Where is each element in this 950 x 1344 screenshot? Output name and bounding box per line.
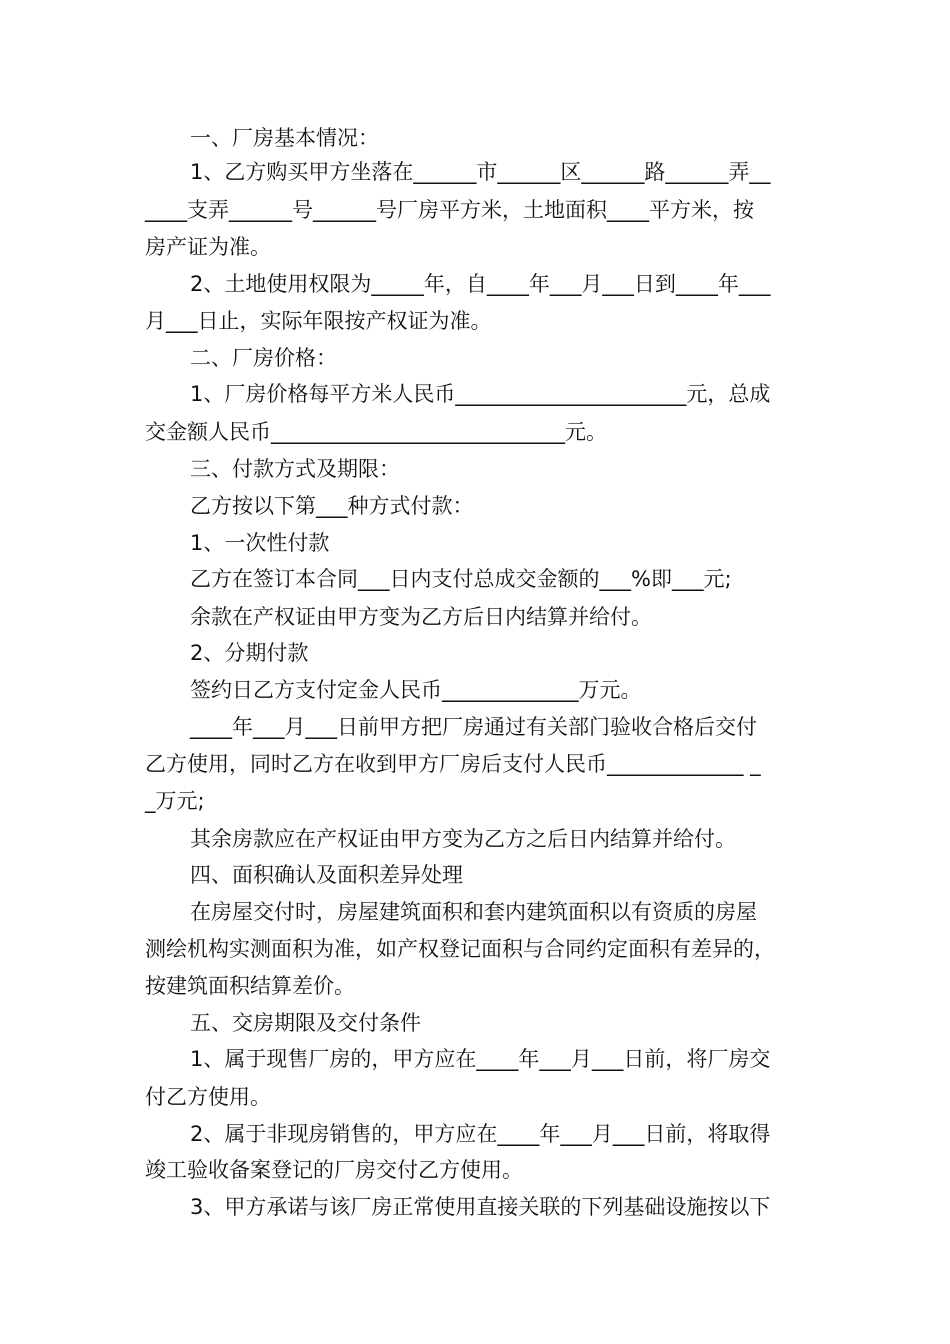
section-heading-5: 五、交房期限及交付条件 — [190, 1011, 421, 1035]
paragraph-line: 1、厂房价格每平方米人民币______________________元，总成 — [190, 382, 771, 406]
paragraph-line: 1、属于现售厂房的，甲方应在____年___月___日前，将厂房交 — [190, 1047, 771, 1071]
section-heading-3: 三、付款方式及期限： — [190, 457, 400, 481]
paragraph-line: 房产证为准。 — [145, 235, 271, 259]
paragraph-line: 按建筑面积结算差价。 — [145, 974, 355, 998]
paragraph-line: 乙方在签订本合同___日内支付总成交金额的___%即___元; — [190, 567, 732, 591]
subheading-line: 2、分期付款 — [190, 641, 309, 665]
section-heading-2: 二、厂房价格： — [190, 346, 337, 370]
paragraph-line: 竣工验收备案登记的厂房交付乙方使用。 — [145, 1158, 523, 1182]
paragraph-line: 余款在产权证由甲方变为乙方后日内结算并给付。 — [190, 605, 652, 629]
paragraph-line: 2、土地使用权限为_____年，自____年___月___日到____年___ — [190, 272, 771, 296]
paragraph-line: 付乙方使用。 — [145, 1085, 271, 1109]
paragraph-line: 其余房款应在产权证由甲方变为乙方之后日内结算并给付。 — [190, 827, 736, 851]
paragraph-line: ____年___月___日前甲方把厂房通过有关部门验收合格后交付 — [190, 715, 757, 739]
paragraph-line: 3、甲方承诺与该厂房正常使用直接关联的下列基础设施按以下 — [190, 1195, 771, 1219]
paragraph-line: 月___日止，实际年限按产权证为准。 — [145, 309, 492, 333]
paragraph-line: 签约日乙方支付定金人民币_____________万元。 — [190, 678, 642, 702]
paragraph-line: 在房屋交付时，房屋建筑面积和套内建筑面积以有资质的房屋 — [190, 900, 757, 924]
paragraph-line: 乙方按以下第___种方式付款： — [190, 494, 474, 518]
paragraph-line: 交金额人民币____________________________元。 — [145, 420, 607, 444]
paragraph-line: 1、乙方购买甲方坐落在______市______区______路______弄__ — [190, 160, 771, 184]
paragraph-line: 测绘机构实测面积为准，如产权登记面积与合同约定面积有差异的， — [145, 937, 775, 961]
section-heading-1: 一、厂房基本情况： — [190, 126, 379, 150]
paragraph-line: 乙方使用，同时乙方在收到甲方厂房后支付人民币_____________ _ — [145, 752, 761, 776]
section-heading-4: 四、面积确认及面积差异处理 — [190, 863, 463, 887]
paragraph-line: _万元; — [145, 789, 205, 813]
paragraph-line: 2、属于非现房销售的，甲方应在____年___月___日前，将取得 — [190, 1122, 771, 1146]
paragraph-line: ____支弄______号______号厂房平方米，土地面积____平方米，按 — [145, 198, 754, 222]
subheading-line: 1、一次性付款 — [190, 531, 330, 555]
